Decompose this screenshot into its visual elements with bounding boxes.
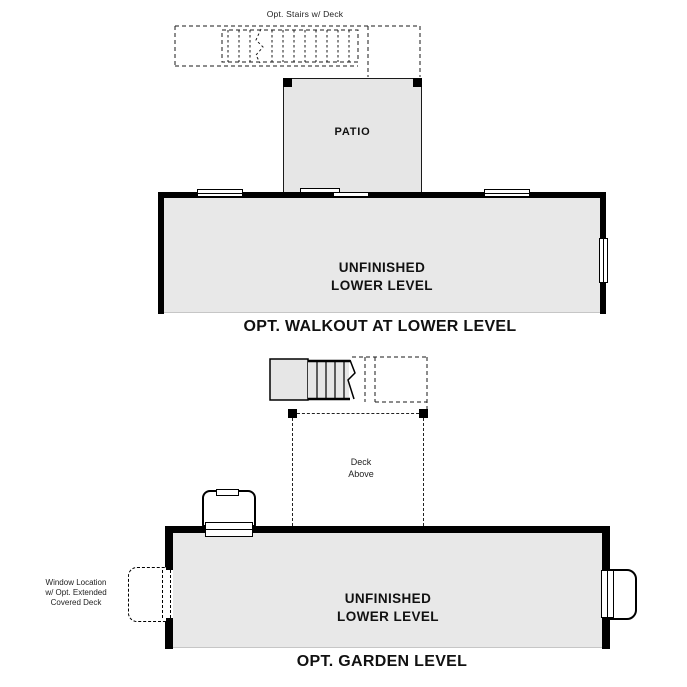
walkout-caption: OPT. WALKOUT AT LOWER LEVEL xyxy=(243,318,517,335)
opt-window-bump-outline xyxy=(128,567,166,622)
walkout-window-right xyxy=(484,189,530,197)
opt-window-dash-1 xyxy=(162,570,163,618)
opt-stairs-deck-label: Opt. Stairs w/ Deck xyxy=(266,9,344,19)
stair-dashed-extension xyxy=(352,357,427,411)
opt-window-dash-2 xyxy=(170,570,171,618)
walkout-room-label: UNFINISHED LOWER LEVEL xyxy=(331,260,433,293)
walkout-side-window xyxy=(599,238,608,283)
opt-stairs-deck-outline xyxy=(170,20,430,84)
garden-caption: OPT. GARDEN LEVEL xyxy=(296,653,468,670)
stair-run xyxy=(308,361,349,399)
stair-treads-dashed xyxy=(228,29,349,63)
garden-room-label: UNFINISHED LOWER LEVEL xyxy=(337,591,439,624)
deck-post-left xyxy=(288,409,297,418)
window-well-vent xyxy=(216,489,239,496)
walkout-slider-panel-2 xyxy=(333,192,369,197)
garden-top-window xyxy=(205,522,253,537)
garden-stairs xyxy=(260,350,440,422)
garden-left-wall-lower xyxy=(165,618,173,649)
patio-post-left xyxy=(283,78,292,87)
window-location-note: Window Location w/ Opt. Extended Covered Deck xyxy=(45,578,107,607)
deck-post-right xyxy=(419,409,428,418)
walkout-window-left xyxy=(197,189,243,197)
deck-above-label: Deck Above xyxy=(348,457,374,479)
walkout-room-floor xyxy=(164,198,600,313)
stair-break-line xyxy=(348,360,355,399)
deck-above-outline xyxy=(292,413,424,526)
stair-landing xyxy=(270,359,308,400)
patio-label: PATIO xyxy=(334,126,371,138)
stair-break-line xyxy=(256,29,263,63)
garden-right-window xyxy=(601,570,614,618)
patio-post-right xyxy=(413,78,422,87)
garden-left-wall-upper xyxy=(165,526,173,570)
